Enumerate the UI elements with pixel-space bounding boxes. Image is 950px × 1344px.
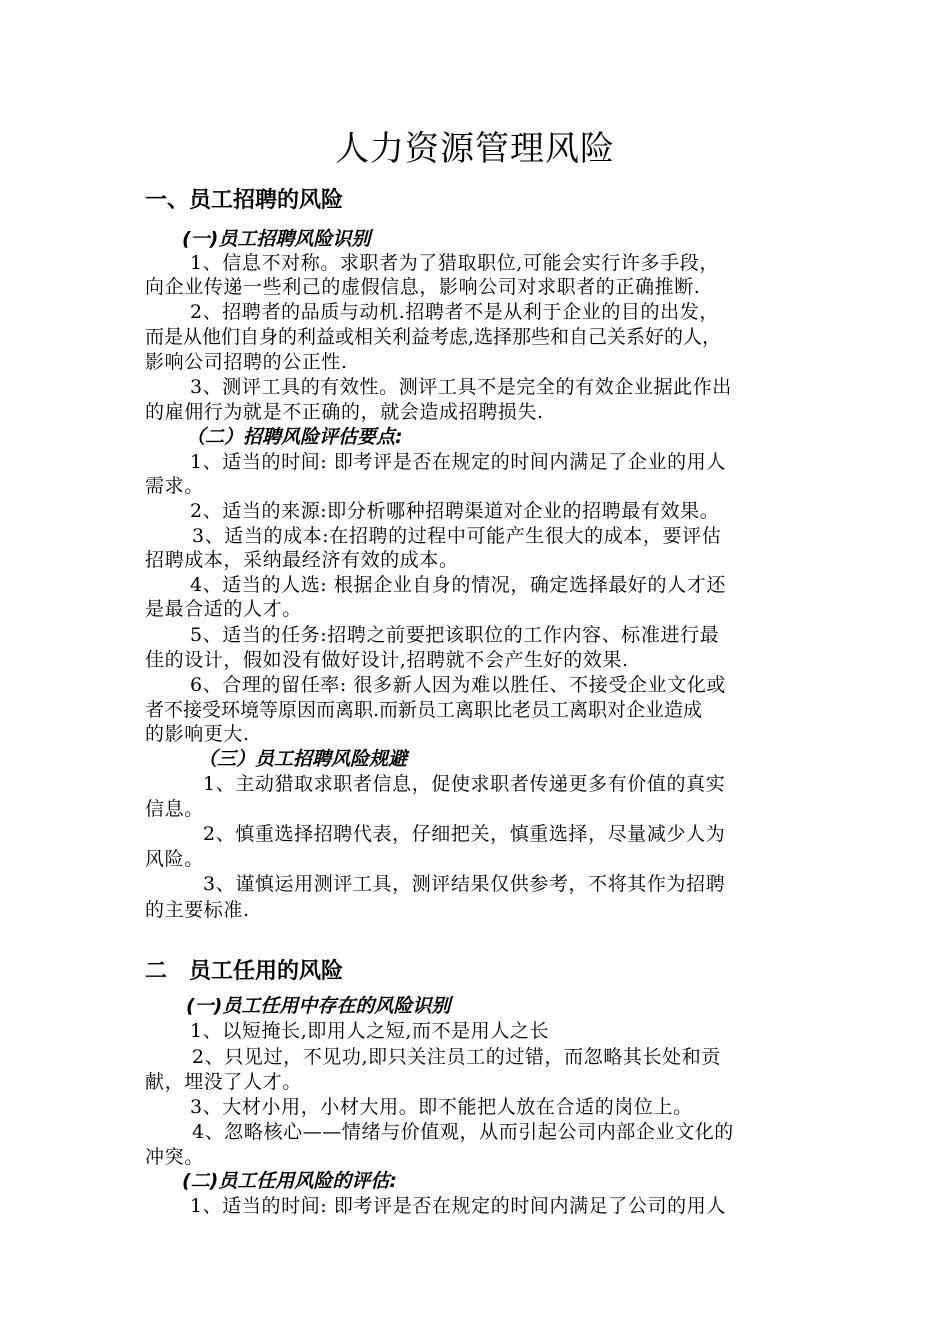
paragraph-line: 冲突。 [145,1146,204,1168]
paragraph-line: 3、测评工具的有效性。测评工具不是完全的有效企业据此作出 [190,376,732,398]
paragraph-line: 3、大材小用，小材大用。即不能把人放在合适的岗位上。 [190,1096,693,1118]
paragraph-line: 的雇佣行为就是不正确的，就会造成招聘损失. [145,401,544,423]
section-2-sub-1-heading: (一)员工任用中存在的风险识别 [186,995,451,1017]
paragraph-line: 而是从他们自身的利益或相关利益考虑,选择那些和自己关系好的人， [145,326,722,348]
section-2-sub-2-heading: (二)员工任用风险的评估: [182,1170,397,1192]
paragraph-line: 2、慎重选择招聘代表，仔细把关，慎重选择，尽量减少人为 [203,823,726,845]
paragraph-line: 4、适当的人选: 根据企业自身的情况，确定选择最好的人才还 [190,574,726,596]
paragraph-line: 向企业传递一些利己的虚假信息，影响公司对求职者的正确推断. [145,276,701,298]
paragraph-line: 6、合理的留任率: 很多新人因为难以胜任、不接受企业文化或 [190,674,726,696]
paragraph-line: 1、适当的时间: 即考评是否在规定的时间内满足了公司的用人 [190,1195,726,1217]
paragraph-line: 的主要标准. [145,899,250,921]
paragraph-line: 2、只见过，不见功,即只关注员工的过错，而忽略其长处和贡 [192,1046,721,1068]
paragraph-line: 是最合适的人才。 [145,598,302,620]
section-1-heading: 一、员工招聘的风险 [145,188,344,213]
paragraph-line: 1、以短掩长,即用人之短,而不是用人之长 [190,1020,550,1042]
paragraph-line: 者不接受环境等原因而离职.而新员工离职比老员工离职对企业造成 [145,699,703,721]
paragraph-line: 佳的设计，假如没有做好设计,招聘就不会产生好的效果. [145,649,629,671]
paragraph-line: 3、谨慎运用测评工具，测评结果仅供参考，不将其作为招聘 [203,873,726,895]
paragraph-line: 3、适当的成本:在招聘的过程中可能产生很大的成本，要评估 [192,525,722,547]
paragraph-line: 5、适当的任务:招聘之前要把该职位的工作内容、标准进行最 [190,624,720,646]
paragraph-line: 需求。 [145,475,204,497]
paragraph-line: 献，埋没了人才。 [145,1071,302,1093]
document-title: 人力资源管理风险 [335,129,615,169]
paragraph-line: 1、适当的时间: 即考评是否在规定的时间内满足了企业的用人 [190,451,726,473]
paragraph-line: 1、主动猎取求职者信息，促使求职者传递更多有价值的真实 [203,773,726,795]
paragraph-line: 2、招聘者的品质与动机.招聘者不是从利于企业的目的出发， [190,301,719,323]
paragraph-line: 的影响更大. [145,723,250,745]
paragraph-line: 招聘成本，采纳最经济有效的成本。 [145,549,459,571]
section-1-sub-2-heading: （二）招聘风险评估要点: [186,426,403,448]
paragraph-line: 风险。 [145,848,204,870]
section-1-sub-1-heading: (一)员工招聘风险识别 [182,228,371,250]
section-1-sub-3-heading: （三）员工招聘风险规避 [198,748,408,770]
paragraph-line: 1、信息不对称。求职者为了猎取职位,可能会实行许多手段， [190,252,719,274]
paragraph-line: 信息。 [145,798,204,820]
paragraph-line: 2、适当的来源:即分析哪种招聘渠道对企业的招聘最有效果。 [190,500,720,522]
paragraph-line: 4、忽略核心——情绪与价值观，从而引起公司内部企业文化的 [192,1121,734,1143]
section-2-heading: 二 员工任用的风险 [145,959,344,984]
paragraph-line: 影响公司招聘的公正性. [145,351,348,373]
